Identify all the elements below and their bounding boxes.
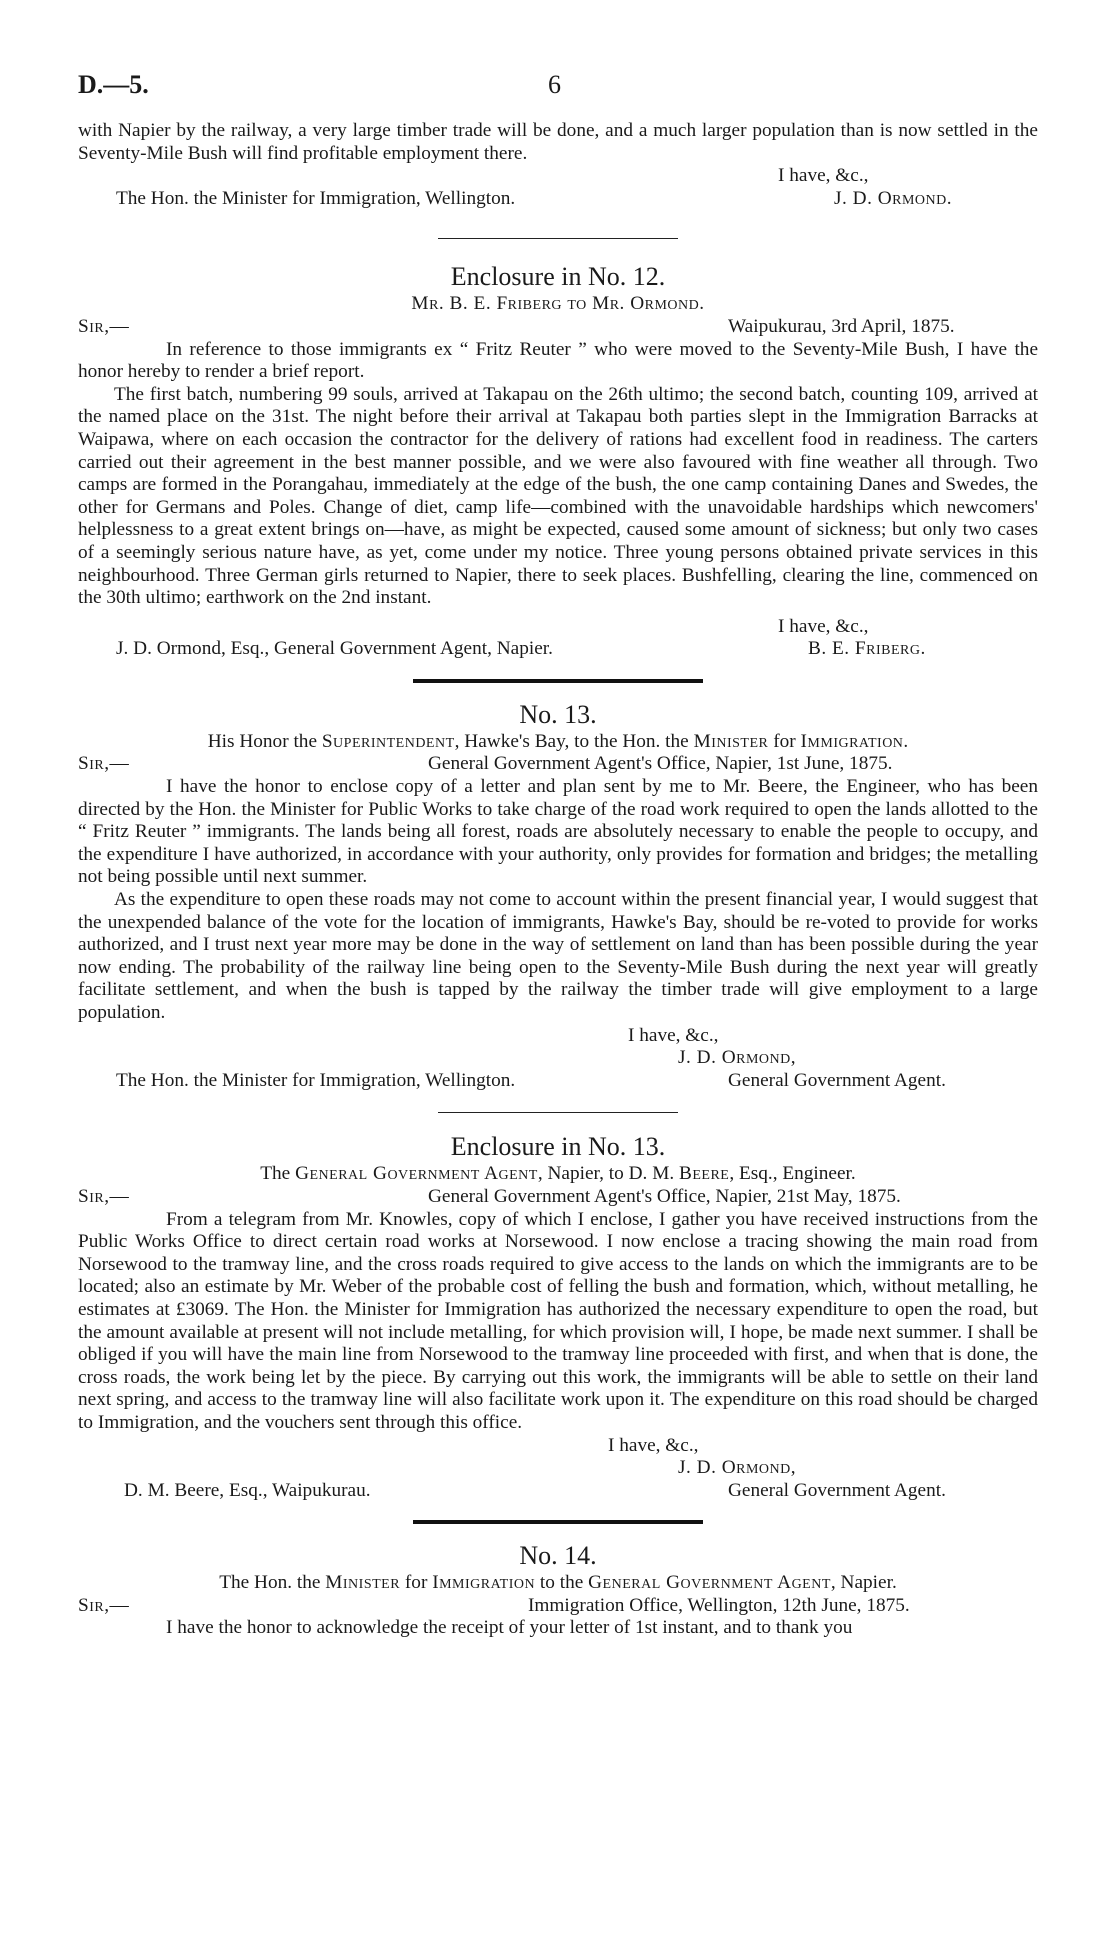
no-13-subtitle-part: Immigration <box>800 730 904 752</box>
page-header <box>78 70 1038 120</box>
no-13-paragraph-1: I have the honor to enclose copy of a letter and plan sent by me to Mr. Beere, the Engineer, who has been directed by the Hon. the Minister for Public Works to take charge of the road work required to open the lands allotted to the “ Fritz Reuter ” immigrants. The lands being all forest, roads are absolutely necessary to enable the people to occupy, and the expenditure I have authorized, in accordance with your authority, only provides for formation and bridges; the metalling not being possible until next summer. <box>78 776 1038 888</box>
enclosure-13-section <box>78 1131 1038 1502</box>
no-13-subtitle-part: . <box>903 730 909 752</box>
no-14-paragraph-1: I have the honor to acknowledge the receipt of your letter of 1st instant, and to thank you <box>166 1617 853 1639</box>
no-14-subtitle <box>78 1572 1038 1595</box>
enclosure-13-signature-title: General Government Agent. <box>728 1479 946 1501</box>
no-13-subtitle-part: Minister <box>693 730 769 752</box>
enclosure-12-salutation-line <box>78 316 1038 339</box>
no-13-signature-line <box>78 1047 1038 1070</box>
enclosure-13-signature-line <box>78 1457 1038 1480</box>
no-14-subtitle-part: The Hon. the <box>219 1572 326 1594</box>
no-14-subtitle-part: Minister <box>325 1572 401 1594</box>
enclosure-13-subtitle <box>78 1163 1038 1186</box>
no-13-closing-line <box>78 1025 1038 1048</box>
no-13-signature-title: General Government Agent. <box>728 1069 946 1091</box>
intro-section <box>78 120 1038 210</box>
document-page <box>78 70 1038 1640</box>
no-13-paragraph-2: As the expenditure to open these roads may not come to account within the present financial year, I would suggest that the unexpended balance of the vote for the location of immigrants, Hawke's Bay, should be re-voted to provide for works authorized, and I trust next year more may be done in the way of settlement on land than has been possible during the year now ending. The probability of the railway line being open to the Seventy-Mile Bush during the next year will greatly facilitate settlement, and when the bush is tapped by the railway the timber trade will give employment to a large population. <box>78 889 1038 1023</box>
enclosure-12-closing-line <box>78 616 1038 639</box>
enclosure-13-salutation-line <box>78 1186 1038 1209</box>
enclosure-13-title: Enclosure in No. 13. <box>450 1132 666 1162</box>
enclosure-12-place-date: Waipukurau, 3rd April, 1875. <box>728 315 955 337</box>
document-reference: D.—5. <box>78 70 149 99</box>
enclosure-13-closing-line <box>78 1435 1038 1458</box>
no-13-section <box>78 699 1038 1093</box>
enclosure-13-salutation: Sir,— <box>78 1185 130 1207</box>
enclosure-13-subtitle-part: General Government Agent <box>295 1163 538 1185</box>
no-14-subtitle-part: for <box>400 1572 433 1594</box>
enclosure-13-subtitle-part: Beere <box>678 1163 730 1185</box>
intro-signature: J. D. Ormond. <box>834 187 953 209</box>
enclosure-12-signature: B. E. Friberg. <box>808 638 926 660</box>
no-14-subtitle-part: Immigration <box>432 1572 536 1594</box>
intro-addressee-line <box>78 188 1038 211</box>
enclosure-13-addressee: D. M. Beere, Esq., Waipukurau. <box>124 1479 371 1501</box>
no-14-salutation-line <box>78 1595 1038 1618</box>
enclosure-13-place-date: General Government Agent's Office, Napier, 21st May, 1875. <box>428 1185 901 1207</box>
no-13-addressee: The Hon. the Minister for Immigration, Wellington. <box>116 1069 516 1091</box>
enclosure-12-title: Enclosure in No. 12. <box>450 262 666 292</box>
no-13-place-date: General Government Agent's Office, Napier, 1st June, 1875. <box>428 753 893 775</box>
no-13-subtitle <box>78 731 1038 754</box>
no-13-closing: I have, &c., <box>628 1024 719 1046</box>
no-14-subtitle-part: General Government Agent <box>588 1572 831 1594</box>
no-13-subtitle-part: Superintendent <box>321 730 455 752</box>
no-14-section <box>78 1540 1038 1640</box>
no-14-subtitle-part: to the <box>535 1572 589 1594</box>
enclosure-12-closing: I have, &c., <box>778 615 869 637</box>
enclosure-12-subtitle: Mr. B. E. Friberg to Mr. Ormond. <box>411 293 705 315</box>
no-13-title: No. 13. <box>519 699 597 729</box>
no-13-salutation: Sir,— <box>78 753 130 775</box>
enclosure-13-addressee-line <box>78 1480 1038 1503</box>
no-14-place-date: Immigration Office, Wellington, 12th June, 1875. <box>528 1594 910 1616</box>
enclosure-12-paragraph-2: The first batch, numbering 99 souls, arrived at Takapau on the 26th ultimo; the second batch, counting 109, arrived at the named place on the 31st. The night before their arrival at Takapau both parties slept in the Immigration Barracks at Waipawa, where on each occasion the contractor for the delivery of rations had excellent food in readiness. The carters carried out their agreement in the best manner possible, and we were also favoured with fine weather all through. Two camps are formed in the Porangahau, immediately at the edge of the bush, the one camp containing Danes and Swedes, the other for Germans and Poles. Change of diet, camp life—combined with the unavoidable hardships which newcomers' helplessness to a great extent brings on—have, as might be expected, caused some amount of sickness; but only two cases of a seemingly serious nature have, as yet, come under my notice. Three young persons obtained private services in this neighbourhood. Three German girls returned to Napier, there to seek places. Bushfelling, clearing the line, commenced on the 30th ultimo; earthwork on the 2nd instant. <box>78 383 1038 609</box>
enclosure-12-addressee: J. D. Ormond, Esq., General Government Agent, Napier. <box>116 638 553 660</box>
no-13-addressee-line <box>78 1070 1038 1093</box>
no-13-subtitle-part: for <box>768 730 801 752</box>
enclosure-12-addressee-line <box>78 638 1038 661</box>
enclosure-13-subtitle-part: , Esq., Engineer. <box>729 1163 856 1185</box>
enclosure-13-subtitle-part: The <box>260 1163 296 1185</box>
no-14-title: No. 14. <box>519 1541 597 1571</box>
no-13-salutation-line <box>78 753 1038 776</box>
intro-paragraph: with Napier by the railway, a very large timber trade will be done, and a much larger population than is now settled in the Seventy-Mile Bush will find profitable employment there. <box>78 120 1038 164</box>
no-14-salutation: Sir,— <box>78 1594 130 1616</box>
enclosure-12-paragraph-1: In reference to those immigrants ex “ Fritz Reuter ” who were moved to the Seventy-Mile Bush, I have the honor hereby to render a brief report. <box>78 338 1038 383</box>
no-13-subtitle-part: , Hawke's Bay, to the Hon. the <box>454 730 694 752</box>
intro-addressee: The Hon. the Minister for Immigration, Wellington. <box>116 187 516 209</box>
enclosure-13-closing: I have, &c., <box>608 1434 699 1456</box>
enclosure-12-section <box>78 261 1038 661</box>
enclosure-13-signature: J. D. Ormond, <box>678 1457 797 1479</box>
intro-closing-line <box>78 165 1038 188</box>
no-13-subtitle-part: His Honor the <box>207 730 322 752</box>
intro-closing: I have, &c., <box>778 165 869 187</box>
no-13-signature: J. D. Ormond, <box>678 1047 797 1069</box>
enclosure-12-salutation: Sir,— <box>78 315 130 337</box>
enclosure-13-paragraph-1: From a telegram from Mr. Knowles, copy of which I enclose, I gather you have received instructions from the Public Works Office to direct certain road works at Norsewood. I now enclose a tracing showing the main road from Norsewood to the tramway line, and the cross roads required to give access to the lands on which the immigrants are to be located; also an estimate by Mr. Weber of the probable cost of felling the bush and formation, which, without metalling, he estimates at £3069. The Hon. the Minister for Immigration has authorized the necessary expenditure to open the road, but the amount available at present will not include metalling, for which provision will, I hope, be made next summer. I shall be obliged if you will have the main line from Norsewood to the tramway line proceeded with first, and when that is done, the cross roads, the work being let by the piece. By carrying out this work, the immigrants will be able to settle on their land next spring, and access to the tramway line will also facilitate work upon it. The expenditure on this road should be charged to Immigration, and the vouchers sent through this office. <box>78 1208 1038 1433</box>
enclosure-13-subtitle-part: , Napier, to D. M. <box>537 1163 679 1185</box>
page-number: 6 <box>548 70 561 99</box>
no-14-subtitle-part: , Napier. <box>830 1572 897 1594</box>
